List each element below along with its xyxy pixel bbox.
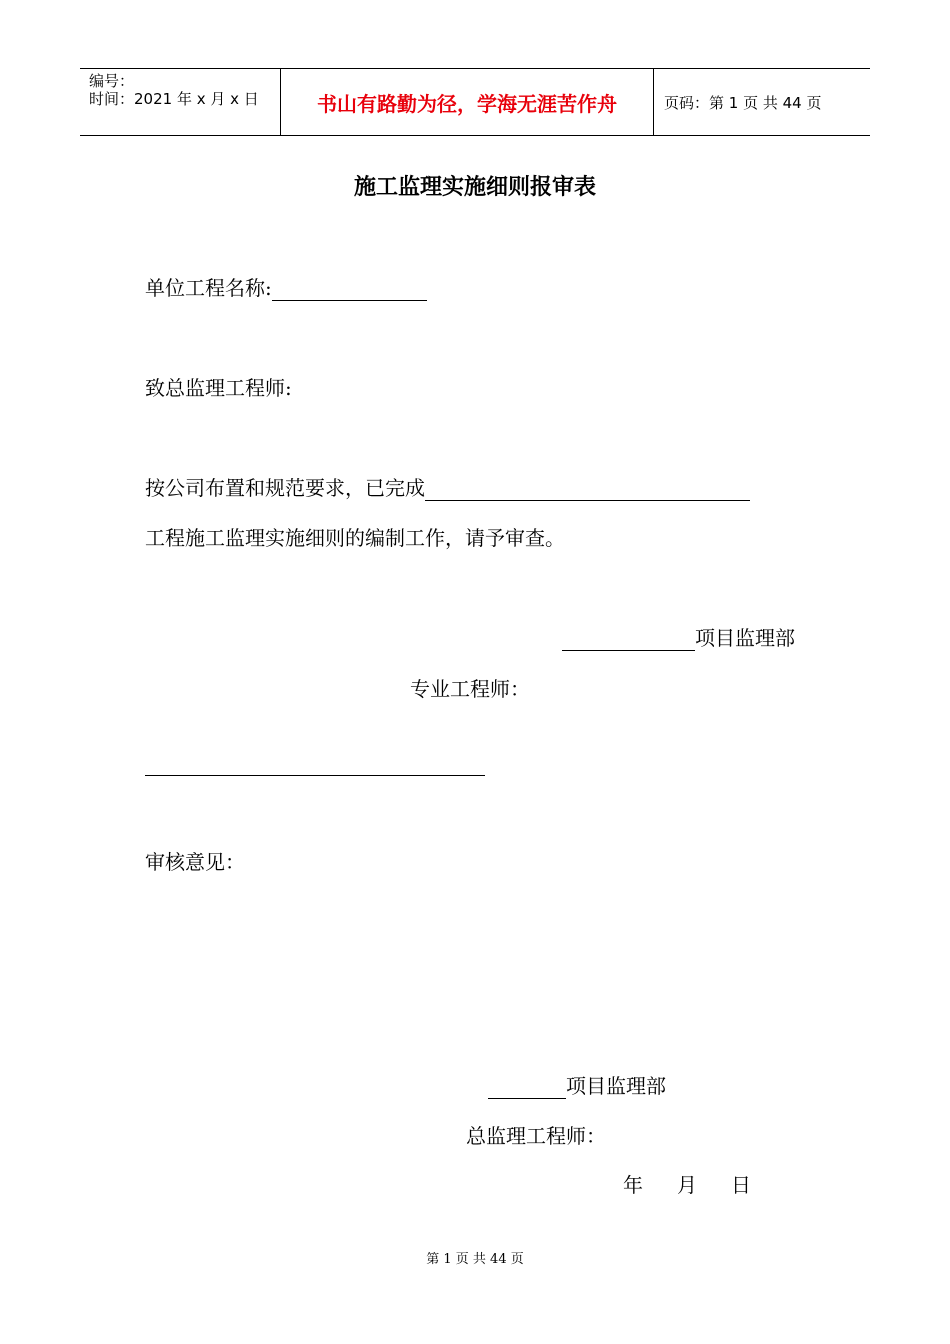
date-year: 年: [623, 1173, 643, 1197]
unit-project-label: 单位工程名称:: [145, 276, 272, 300]
page-header: [80, 68, 870, 136]
unit-project-row: [145, 272, 427, 301]
document-title: 施工监理实施细则报审表: [353, 174, 596, 200]
date-row: [623, 1169, 751, 1198]
body-line-1-text: 按公司布置和规范要求，已完成: [145, 476, 425, 500]
date-month: 月: [677, 1173, 697, 1197]
dept-2-blank[interactable]: [488, 1076, 566, 1099]
body-line-1: [145, 472, 750, 501]
header-page-info: 页码：第 1 页 共 44 页: [664, 93, 822, 112]
number-label: 编号：: [89, 72, 135, 90]
date-day: 日: [731, 1173, 751, 1197]
dept-1-blank[interactable]: [562, 628, 695, 651]
time-label: 时间：2021 年 x 月 x 日: [89, 90, 259, 108]
project-name-blank[interactable]: [425, 478, 750, 501]
review-label: 审核意见：: [145, 850, 245, 874]
chief-engineer-label: 总监理工程师：: [466, 1124, 606, 1148]
unit-project-blank[interactable]: [272, 278, 427, 301]
dept-1-label: 项目监理部: [695, 626, 795, 650]
header-motto: 书山有路勤为径，学海无涯苦作舟: [281, 69, 654, 135]
engineer-label: 专业工程师：: [410, 677, 530, 701]
addressee: 致总监理工程师:: [145, 376, 292, 400]
engineer-signature-line[interactable]: [145, 775, 485, 776]
header-meta: [80, 69, 281, 135]
body-line-2: 工程施工监理实施细则的编制工作，请予审查。: [145, 526, 565, 550]
dept-2-label: 项目监理部: [566, 1074, 666, 1098]
page-footer: 第 1 页 共 44 页: [426, 1252, 524, 1267]
dept-row-2: [488, 1070, 666, 1099]
dept-row-1: [562, 622, 795, 651]
